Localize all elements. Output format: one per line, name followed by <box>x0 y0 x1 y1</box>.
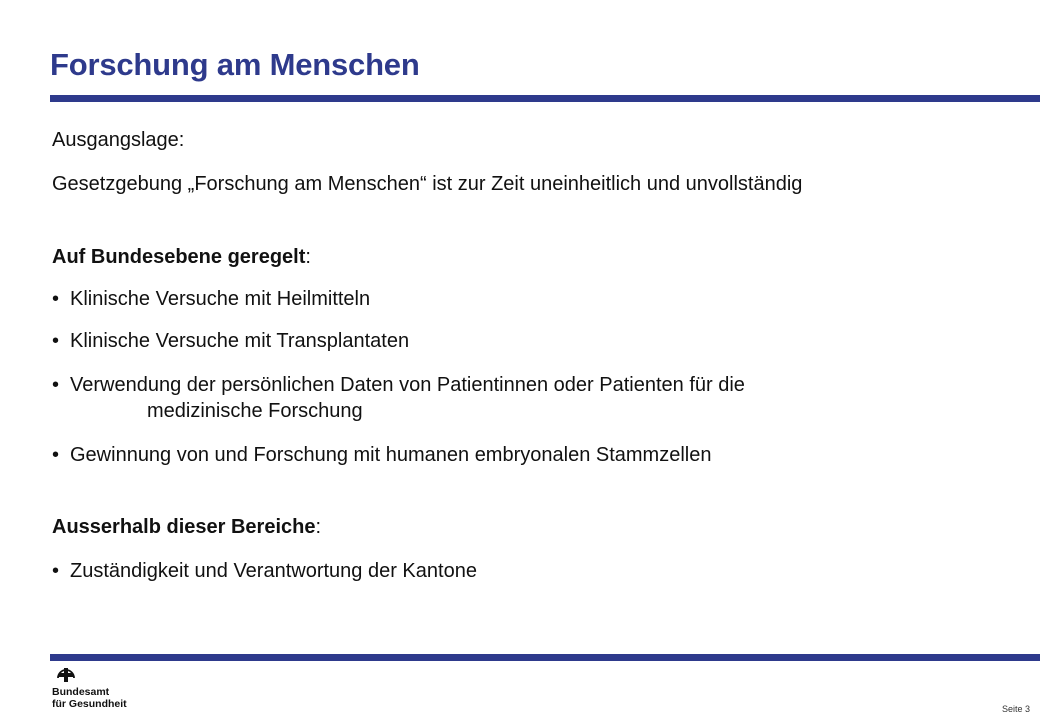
list-item-text: Klinische Versuche mit Transplantaten <box>70 330 410 352</box>
federal-heading-colon: : <box>305 246 311 268</box>
bullet: • <box>52 330 60 352</box>
swiss-cross-icon <box>55 664 77 686</box>
logo-line-1: Bundesamt <box>52 686 110 698</box>
list-item <box>52 329 409 353</box>
list-item <box>52 287 370 311</box>
bullet: • <box>52 560 60 582</box>
outside-heading-line <box>52 515 321 539</box>
page-title: Forschung am Menschen <box>50 47 420 82</box>
list-item-text: Klinische Versuche mit Heilmitteln <box>70 288 371 310</box>
logo-line-2: für Gesundheit <box>52 698 127 710</box>
list-item-continuation: medizinische Forschung <box>147 400 363 422</box>
federal-heading: Auf Bundesebene geregelt <box>52 246 306 268</box>
list-item-text: Gewinnung von und Forschung mit humanen embryonalen Stammzellen <box>70 444 712 466</box>
bag-logo <box>52 664 162 720</box>
bullet: • <box>52 374 60 396</box>
bottom-rule <box>50 654 1040 661</box>
outside-heading: Ausserhalb dieser Bereiche <box>52 516 316 538</box>
bullet: • <box>52 288 60 310</box>
list-item-text: Verwendung der persönlichen Daten von Patientinnen oder Patienten für die <box>70 374 745 396</box>
bullet: • <box>52 444 60 466</box>
logo-text <box>52 686 127 710</box>
top-rule <box>50 95 1040 102</box>
list-item <box>52 559 477 583</box>
outside-heading-colon: : <box>315 516 322 538</box>
intro-label: Ausgangslage: <box>52 129 185 151</box>
page-number: Seite 3 <box>1001 704 1030 714</box>
list-item-text: Zuständigkeit und Verantwortung der Kantone <box>70 560 477 582</box>
list-item <box>52 373 745 397</box>
list-item <box>52 443 711 467</box>
intro-text: Gesetzgebung „Forschung am Menschen“ ist zur Zeit uneinheitlich und unvollständig <box>52 173 803 195</box>
federal-heading-line <box>52 245 311 269</box>
